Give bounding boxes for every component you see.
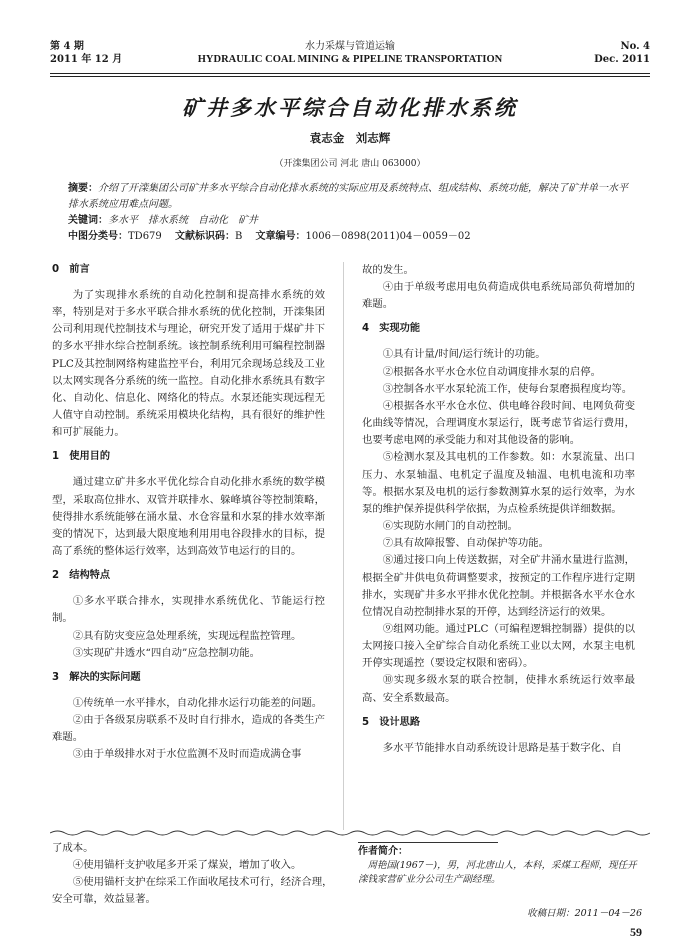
paragraph: ⑤检测水泵及其电机的工作参数。如：水泵流量、出口压力、水泵轴温、电机定子温度及轴温、电机电流和功率等。根据水泵及电机的运行参数测算水泵的运行效率，为水泵的维护保养提供科学依据，为点检系统提供详细数据。	[362, 451, 635, 515]
abstract-text: 介绍了开滦集团公司矿井多水平综合自动化排水系统的实际应用及系统特点、组成结构、系统功能，解决了矿井单一水平排水系统应用难点问题。	[68, 183, 628, 210]
paper-title: 矿井多水平综合自动化排水系统	[182, 95, 518, 120]
left-column	[52, 262, 325, 763]
doc-code-label: 文献标识码：	[174, 231, 235, 242]
paragraph: ⑩实现多级水泵的联合控制，使排水系统运行效率最高、安全系数最高。	[362, 674, 635, 704]
page-number: 59	[630, 925, 642, 939]
header-month: Dec. 2011	[594, 54, 650, 65]
continuation-line: ⑤使用锚杆支护在综采工作面收尾技术可行，经济合理，安全可靠，效益显著。	[52, 876, 333, 905]
section-heading: 2 结构特点	[52, 570, 111, 582]
continuation-line: 了成本。	[52, 842, 94, 854]
journal-name-cn: 水力采煤与管道运输	[305, 41, 395, 52]
continuation-line: ④使用锚杆支护收尾多开采了煤炭，增加了收入。	[72, 859, 302, 871]
running-header	[50, 36, 650, 72]
header-right	[594, 40, 650, 66]
paragraph: 通过建立矿井多水平优化综合自动化排水系统的数学模型，采取高位排水、双管并联排水、躲峰填谷等控制策略，使得排水系统能够在涌水量、水仓容量和水泵的排水效率渐变的情况下，达到最大限度地利用用电谷段排水的目标，提高了系统的整体运行效率，达到高效节电运行的目的。	[52, 476, 325, 558]
journal-name-en: HYDRAULIC COAL MINING & PIPELINE TRANSPORTATION	[197, 54, 503, 65]
classification	[68, 229, 630, 245]
header-number: No. 4	[620, 41, 650, 52]
clc-value: TD679	[128, 231, 162, 242]
header-center	[50, 40, 650, 66]
previous-article-continuation	[52, 840, 337, 908]
paragraph: ⑧通过接口向上传送数据，对全矿井涌水量进行监测，根据全矿井供电负荷调整要求，按预定的工作程序进行定期排水，实现矿井多水平排水优化控制。并根据各水平水仓水位情况自动控制排水泵的开停，达到经济运行的效果。	[362, 554, 635, 618]
paragraph: ①多水平联合排水，实现排水系统优化、节能运行控制。	[52, 595, 325, 625]
section-heading: 5 设计思路	[362, 716, 421, 728]
paragraph: ③实现矿井透水“四自动”应急控制功能。	[72, 646, 261, 659]
paragraph-continued: 故的发生。	[362, 264, 414, 276]
paragraph: ③控制各水平水泵轮流工作，使每台泵磨损程度均等。	[382, 382, 633, 395]
paragraph: ③由于单级排水对于水位监测不及时而造成满仓事	[72, 748, 302, 761]
paragraph: ⑦具有故障报警、自动保护等功能。	[382, 537, 550, 550]
paragraph: 为了实现排水系统的自动化控制和提高排水系统的效率，特别是对于多水平联合排水系统的优化控制，开滦集团公司利用现代控制技术与理论，研究开发了适用于煤矿井下的多水平排水综合控制系统。该控制系统利用可编程控制器PLC及其控制网络构建监控平台，利用冗余现场总线及工业以太网实现各分系统的统一监控。自动化排水系统具有数字化、自动化、信息化、网络化的特点。水泵还能实现远程无人值守自动控制。系统采用模块化结构，具有很好的维护性和可扩展能力。	[52, 289, 325, 439]
header-rule-thin	[50, 76, 650, 77]
paragraph: ②根据各水平水仓水位自动调度排水泵的启停。	[382, 365, 601, 378]
section-heading: 3 解决的实际问题	[52, 671, 141, 683]
paragraph: ②具有防灾变应急处理系统，实现远程监控管理。	[72, 629, 302, 642]
paragraph: ④根据各水平水仓水位、供电峰谷段时间、电网负荷变化曲线等情况，合理调度水泵运行，既考虑节省运行费用，也要考虑电网的承受能力和对其他设备的影响。	[362, 399, 635, 447]
header-date: 2011 年 12 月	[50, 54, 123, 65]
column-divider	[343, 262, 344, 830]
received-date: 收稿日期：2011－04－26	[527, 908, 642, 919]
section-heading: 0 前言	[52, 264, 90, 275]
keywords-label: 关键词：	[68, 215, 108, 226]
header-rule-thick	[50, 73, 650, 74]
right-column	[362, 262, 635, 757]
abstract	[68, 181, 630, 213]
keywords-text: 多水平 排水系统 自动化 矿井	[108, 215, 258, 226]
bio-rule	[358, 842, 498, 843]
article-number-value: 1006－0898(2011)04－0059－02	[305, 231, 471, 242]
abstract-label: 摘要：	[68, 183, 98, 194]
paragraph: ⑥实现防水闸门的自动控制。	[382, 520, 518, 533]
author-affiliation: （开滦集团公司 河北 唐山 063000）	[274, 159, 426, 169]
front-matter	[68, 181, 630, 245]
bio-text: 周艳国(1967－)，男，河北唐山人，本科，采煤工程师，现任开滦钱家营矿业分公司生产副经理。	[358, 860, 637, 885]
paragraph: ⑨组网功能。通过PLC（可编程逻辑控制器）提供的以太网接口接入全矿综合自动化系统工业以太网，水泵主电机开停实现遥控（要设定权限和密码）。	[362, 622, 635, 670]
clc-label: 中图分类号：	[68, 231, 128, 242]
keywords	[68, 213, 630, 229]
header-issue: 第 4 期	[50, 41, 84, 52]
paper-authors: 袁志金 刘志辉	[309, 131, 391, 145]
paragraph: ②由于各级泵房联系不及时自行排水，造成的各类生产难题。	[52, 713, 325, 744]
doc-code-value: B	[234, 231, 243, 242]
section-heading: 4 实现功能	[362, 323, 421, 335]
article-number-label: 文章编号：	[255, 231, 306, 242]
author-introduction	[358, 842, 640, 887]
paragraph: ①具有计量/时间/运行统计的功能。	[382, 348, 546, 361]
paragraph: ④由于单级考虑用电负荷造成供电系统局部负荷增加的难题。	[362, 281, 635, 311]
paragraph: ①传统单一水平排水，自动化排水运行功能差的问题。	[72, 696, 323, 709]
paragraph: 多水平节能排水自动系统设计思路是基于数字化、自	[382, 741, 622, 754]
bio-label: 作者简介：	[358, 846, 408, 857]
section-heading: 1 使用目的	[52, 451, 111, 463]
wavy-divider	[50, 829, 650, 837]
